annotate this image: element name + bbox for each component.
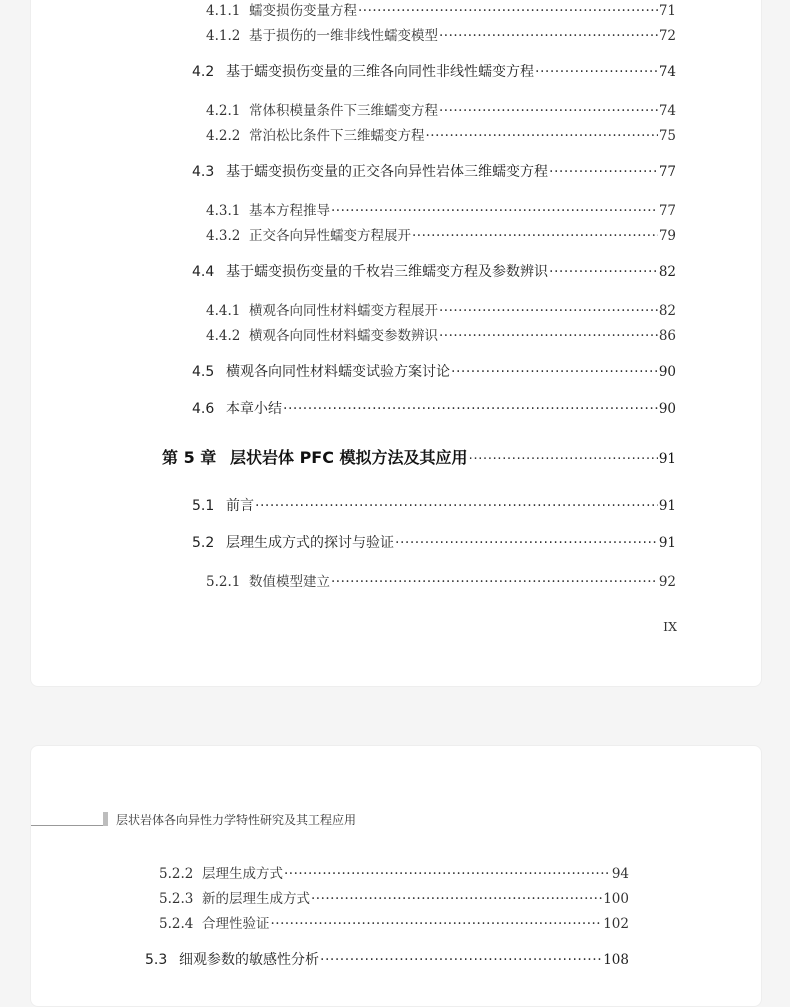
entry-page: 75 (658, 128, 676, 144)
leader-dots (439, 28, 658, 44)
leader-dots (549, 164, 658, 180)
entry-number: 4.3 (192, 164, 215, 180)
toc-chapter-entry (162, 445, 676, 468)
running-head (31, 810, 761, 828)
entry-number: 5.1 (192, 498, 215, 514)
entry-title: 本章小结 (226, 401, 282, 417)
entry-title: 层理生成方式的探讨与验证 (226, 535, 394, 551)
leader-dots (331, 203, 658, 219)
entry-page: 72 (658, 28, 676, 44)
entry-number: 4.4.1 (206, 303, 241, 319)
entry-title: 常泊松比条件下三维蠕变方程 (249, 128, 425, 144)
entry-page: 108 (603, 952, 629, 968)
toc-entry (192, 261, 676, 281)
leader-dots (271, 916, 603, 932)
entry-page: 82 (658, 303, 676, 319)
toc-entry (192, 532, 676, 552)
entry-number: 4.3.1 (206, 203, 241, 219)
toc-entry (206, 570, 676, 590)
leader-dots (469, 451, 658, 467)
leader-dots (395, 535, 658, 551)
leader-dots (439, 303, 658, 319)
leader-dots (331, 574, 658, 590)
toc-entry (192, 361, 676, 381)
entry-number: 4.1.1 (206, 3, 241, 19)
entry-number: 4.1.2 (206, 28, 241, 44)
entry-title: 横观各向同性材料蠕变方程展开 (249, 303, 438, 319)
toc-entry (159, 887, 629, 907)
entry-number: 4.2.1 (206, 103, 241, 119)
entry-number: 5.2 (192, 535, 215, 551)
entry-title: 合理性验证 (202, 916, 270, 932)
entry-number: 4.6 (192, 401, 215, 417)
entry-page: 92 (658, 574, 676, 590)
header-rule (31, 825, 103, 826)
entry-number: 4.5 (192, 364, 215, 380)
entry-number: 4.2 (192, 64, 215, 80)
toc-entry (206, 224, 676, 244)
toc-entry (206, 0, 676, 19)
entry-number: 5.3 (145, 952, 168, 968)
chapter-number: 第 5 章 (162, 448, 217, 467)
entry-number: 4.3.2 (206, 228, 241, 244)
entry-title: 正交各向异性蠕变方程展开 (249, 228, 411, 244)
leader-dots (412, 228, 658, 244)
chapter-title: 层状岩体 PFC 模拟方法及其应用 (230, 448, 468, 467)
entry-page: 90 (658, 364, 676, 380)
leader-dots (320, 952, 602, 968)
entry-page: 86 (658, 328, 676, 344)
running-head-title: 层状岩体各向异性力学特性研究及其工程应用 (116, 813, 357, 827)
entry-title: 基于蠕变损伤变量的千枚岩三维蠕变方程及参数辨识 (226, 264, 548, 280)
toc-entry (192, 161, 676, 181)
entry-page: 90 (658, 401, 676, 417)
entry-page: 91 (658, 535, 676, 551)
toc-page-1 (30, 0, 762, 687)
entry-page: 74 (658, 64, 676, 80)
leader-dots (535, 64, 658, 80)
entry-number: 5.2.4 (159, 916, 194, 932)
entry-title: 常体积模量条件下三维蠕变方程 (249, 103, 438, 119)
toc-entry (206, 324, 676, 344)
entry-page: 102 (603, 916, 629, 932)
leader-dots (358, 3, 658, 19)
entry-title: 基于蠕变损伤变量的正交各向异性岩体三维蠕变方程 (226, 164, 548, 180)
toc-entry (145, 949, 629, 969)
entry-page: 82 (658, 264, 676, 280)
entry-number: 4.4.2 (206, 328, 241, 344)
entry-title: 新的层理生成方式 (202, 891, 310, 907)
entry-page: 91 (658, 498, 676, 514)
toc-page-2 (30, 745, 762, 1007)
toc-entry (206, 299, 676, 319)
entry-title: 层理生成方式 (202, 866, 283, 882)
leader-dots (426, 128, 658, 144)
leader-dots (255, 498, 658, 514)
entry-page: 100 (603, 891, 629, 907)
toc-entry (192, 495, 676, 515)
toc-entry (159, 912, 629, 932)
entry-number: 5.2.1 (206, 574, 241, 590)
toc-entry (206, 124, 676, 144)
leader-dots (549, 264, 658, 280)
entry-page: 74 (658, 103, 676, 119)
entry-page: 94 (611, 866, 629, 882)
entry-title: 蠕变损伤变量方程 (249, 3, 357, 19)
leader-dots (283, 401, 658, 417)
entry-number: 4.4 (192, 264, 215, 280)
entry-title: 基于蠕变损伤变量的三维各向同性非线性蠕变方程 (226, 64, 534, 80)
entry-page: 91 (658, 451, 676, 467)
entry-number: 5.2.3 (159, 891, 194, 907)
entry-title: 横观各向同性材料蠕变试验方案讨论 (226, 364, 450, 380)
toc-entry (192, 61, 676, 81)
entry-title: 细观参数的敏感性分析 (179, 952, 319, 968)
leader-dots (439, 328, 658, 344)
entry-page: 77 (658, 164, 676, 180)
entry-page: 77 (658, 203, 676, 219)
entry-page: 71 (658, 3, 676, 19)
leader-dots (311, 891, 602, 907)
header-bar (103, 812, 108, 826)
toc-entry (159, 862, 629, 882)
entry-title: 基本方程推导 (249, 203, 330, 219)
leader-dots (284, 866, 611, 882)
toc-entry (206, 199, 676, 219)
entry-title: 前言 (226, 498, 254, 514)
toc-entry (206, 99, 676, 119)
entry-title: 数值模型建立 (249, 574, 330, 590)
toc-entry (192, 398, 676, 418)
entry-page: 79 (658, 228, 676, 244)
entry-title: 横观各向同性材料蠕变参数辨识 (249, 328, 438, 344)
page-folio: IX (663, 619, 677, 634)
toc-entry (206, 24, 676, 44)
entry-number: 5.2.2 (159, 866, 194, 882)
leader-dots (439, 103, 658, 119)
entry-number: 4.2.2 (206, 128, 241, 144)
leader-dots (451, 364, 658, 380)
entry-title: 基于损伤的一维非线性蠕变模型 (249, 28, 438, 44)
